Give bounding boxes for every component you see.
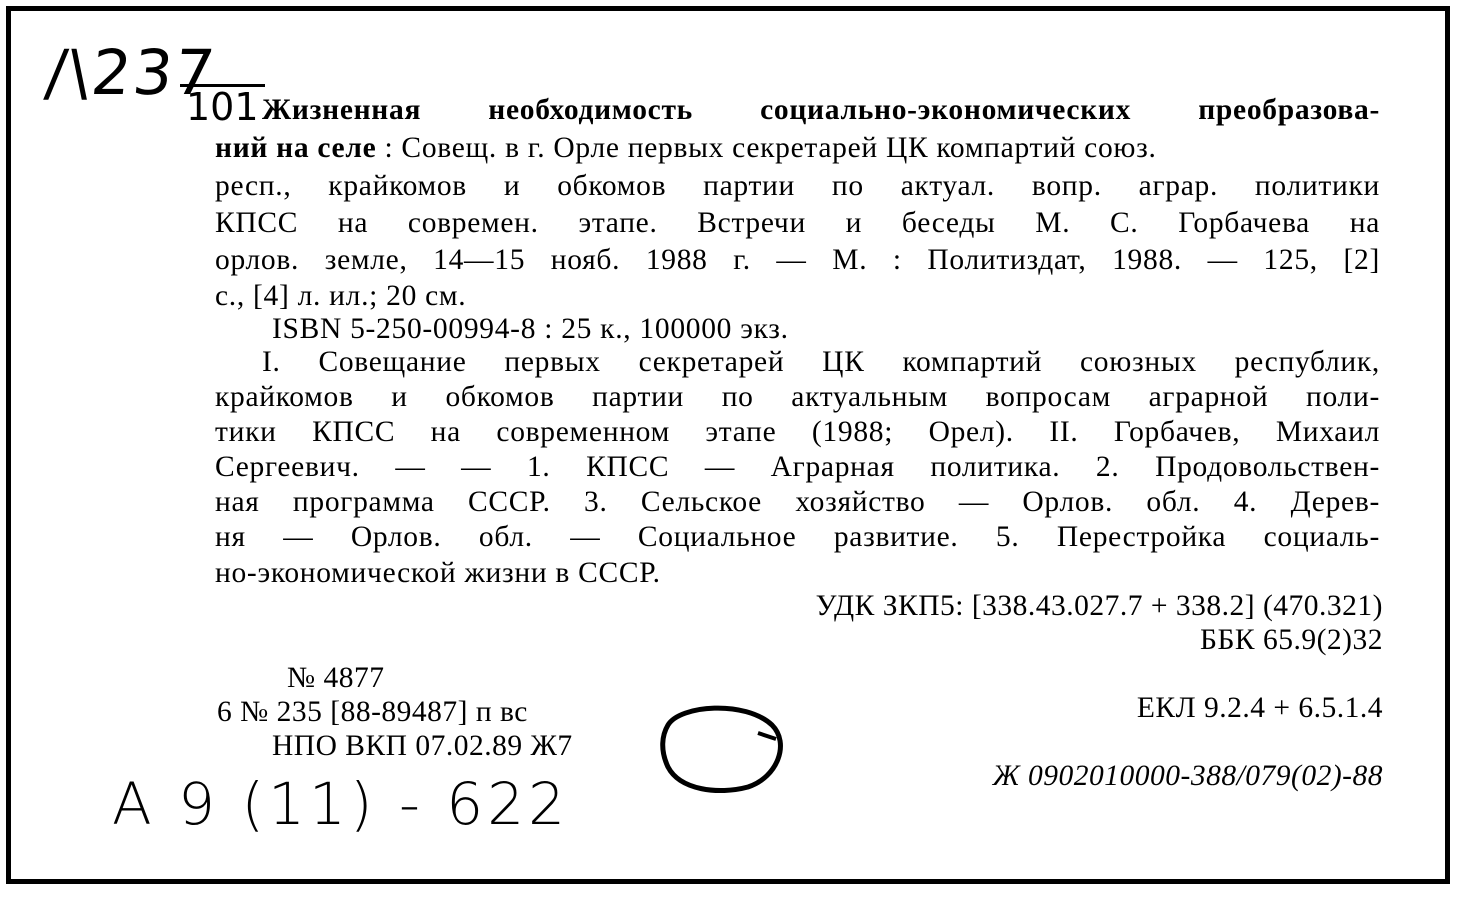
printer-line: НПО ВКП 07.02.89 Ж7 [272, 730, 573, 762]
subject-line-3: тики КПСС на современном этапе (1988; Орел). II. Горбачев, Михаил [215, 416, 1380, 448]
ekl-code: ЕКЛ 9.2.4 + 6.5.1.4 [1136, 692, 1383, 724]
card-number: № 4877 [287, 662, 385, 694]
subject-line-7: но-экономической жизни в СССР. [215, 557, 661, 589]
subject-line-6: ня — Орлов. обл. — Социальное развитие. 5. Перестройка социаль- [215, 521, 1380, 553]
subject-line-4: Сергеевич. — — 1. КПСС — Аграрная политика. 2. Продовольствен- [215, 451, 1380, 483]
isbn-line: ISBN 5-250-00994-8 : 25 к., 100000 экз. [272, 313, 789, 345]
subject-line-5: ная программа СССР. 3. Сельское хозяйство — Орлов. обл. 4. Дерев- [215, 486, 1380, 518]
subject-line-2: крайкомов и обкомов партии по актуальным вопросам аграрной поли- [215, 381, 1380, 413]
bbk-code: ББК 65.9(2)32 [1200, 624, 1383, 656]
title-bold-end: ний на селе [215, 132, 377, 164]
description-line-6: с., [4] л. ил.; 20 см. [215, 280, 467, 312]
udk-code: УДК ЗКП5: [338.43.027.7 + 338.2] (470.321) [815, 590, 1383, 622]
title-bold: Жизненная необходимость социально-экономических преобразова- [262, 94, 1380, 126]
hand-drawn-loop [650, 695, 810, 805]
description-line-4: КПСС на современ. этапе. Встречи и беседы М. С. Горбачева на [215, 207, 1380, 239]
description-text: : Совещ. в г. Орле первых секретарей ЦК компартий союз. [376, 132, 1157, 164]
handwritten-fraction: 101 [180, 84, 265, 127]
title-line [262, 92, 1380, 128]
description-line-5: орлов. земле, 14—15 нояб. 1988 г. — М. : Политиздат, 1988. — 125, [2] [215, 244, 1380, 276]
description-line-2 [215, 130, 1380, 166]
subject-line-1: I. Совещание первых секретарей ЦК компартий союзных республик, [262, 346, 1380, 378]
handwritten-inventory-code: А 9 (11) - 622 [112, 770, 570, 838]
description-line-3: респ., крайкомов и обкомов партии по актуал. вопр. аграр. политики [215, 170, 1380, 202]
handwritten-call-number: /\237 [42, 36, 220, 109]
order-number: 6 № 235 [88-89487] п вс [217, 696, 528, 728]
publisher-code: Ж 0902010000-388/079(02)-88 [992, 760, 1383, 792]
